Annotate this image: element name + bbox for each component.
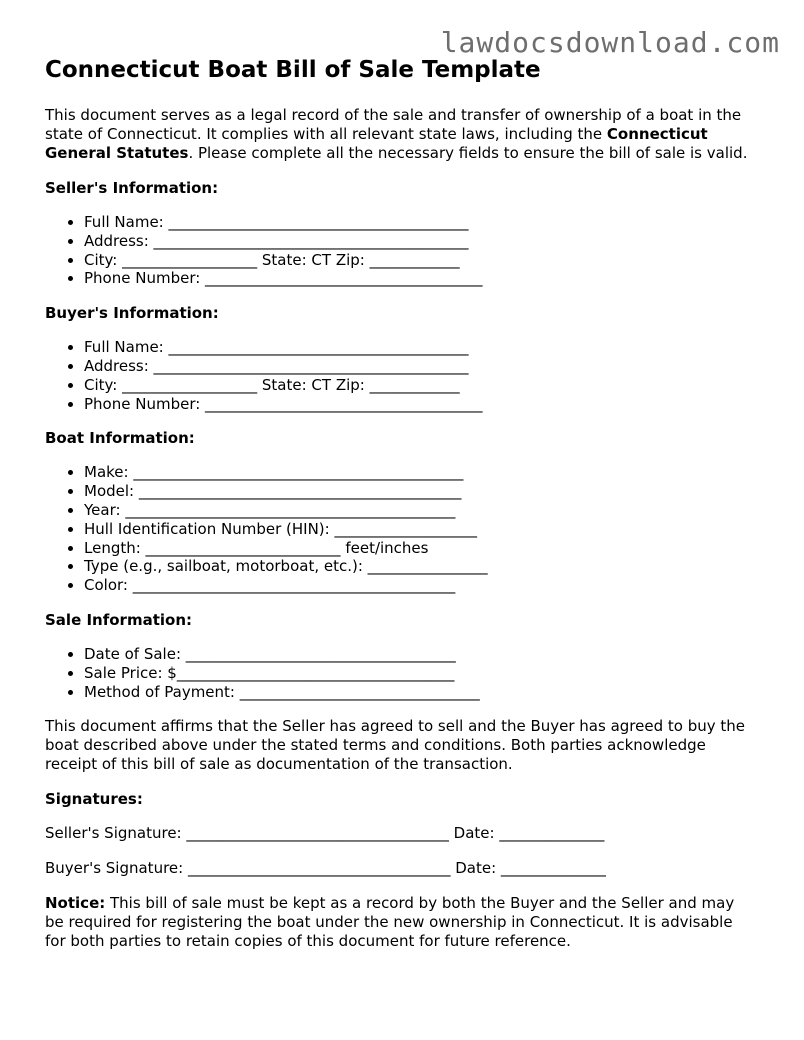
seller-address-field[interactable]: • Address: __________________________________________ [84,232,757,251]
seller-full-name-field[interactable]: • Full Name: ________________________________________ [84,213,757,232]
sale-fields [45,645,757,701]
watermark: lawdocsdownload.com [440,26,780,59]
sale-date-field[interactable]: • Date of Sale: ____________________________________ [84,645,757,664]
boat-year-field[interactable]: • Year: ____________________________________________ [84,501,757,520]
boat-fields [45,463,757,595]
seller-heading: Seller's Information: [45,179,219,197]
buyer-full-name-field[interactable]: • Full Name: ________________________________________ [84,338,757,357]
notice-text: This bill of sale must be kept as a record by both the Buyer and the Seller and may be required for registering the boat under the new ownership in Connecticut. It is advisable for both parties to retain copies of this document for future reference. [45,894,735,951]
sale-heading: Sale Information: [45,610,192,629]
closing-paragraph: This document affirms that the Seller has agreed to sell and the Buyer has agreed to buy the boat described above under the stated terms and conditions. Both parties acknowledge receipt of this bill of sale as documentation of the transaction. [45,717,745,774]
signatures-heading: Signatures: [45,790,143,809]
payment-method-field[interactable]: • Method of Payment: ________________________________ [84,683,757,702]
notice-paragraph [45,894,757,951]
boat-hin-field[interactable]: • Hull Identification Number (HIN): ___________________ [84,520,757,539]
page-title: Connecticut Boat Bill of Sale Template [45,57,541,83]
seller-signature-line[interactable]: Seller's Signature: ___________________________________ Date: ______________ [45,824,605,843]
intro-text-start: This document serves as a legal record of the sale and transfer of ownership of a boat in the state of Connecticut. It complies with all relevant state laws, including the [45,106,742,143]
notice-label: Notice: [45,894,106,913]
intro-paragraph [45,106,757,163]
boat-make-field[interactable]: • Make: ____________________________________________ [84,463,757,482]
document-page [45,56,757,951]
buyer-fields [45,338,757,413]
boat-model-field[interactable]: • Model: ___________________________________________ [84,482,757,501]
intro-text-end: . Please complete all the necessary fields to ensure the bill of sale is valid. [188,144,748,162]
seller-phone-field[interactable]: • Phone Number: _____________________________________ [84,269,757,288]
statutes-name: Connecticut General Statutes [45,125,708,162]
sale-price-field[interactable]: • Sale Price: $_____________________________________ [84,664,757,683]
buyer-address-field[interactable]: • Address: __________________________________________ [84,357,757,376]
seller-city-state-zip-field[interactable]: • City: __________________ State: CT Zip: ____________ [84,251,757,270]
buyer-heading: Buyer's Information: [45,304,219,323]
buyer-city-state-zip-field[interactable]: • City: __________________ State: CT Zip: ____________ [84,376,757,395]
buyer-phone-field[interactable]: • Phone Number: _____________________________________ [84,395,757,414]
boat-color-field[interactable]: • Color: ___________________________________________ [84,576,757,595]
boat-type-field[interactable]: • Type (e.g., sailboat, motorboat, etc.): ________________ [84,557,757,576]
boat-heading: Boat Information: [45,429,195,448]
boat-length-field[interactable]: • Length: __________________________ feet/inches [84,539,757,558]
buyer-signature-line[interactable]: Buyer's Signature: ___________________________________ Date: ______________ [45,859,606,878]
seller-fields [45,213,757,288]
